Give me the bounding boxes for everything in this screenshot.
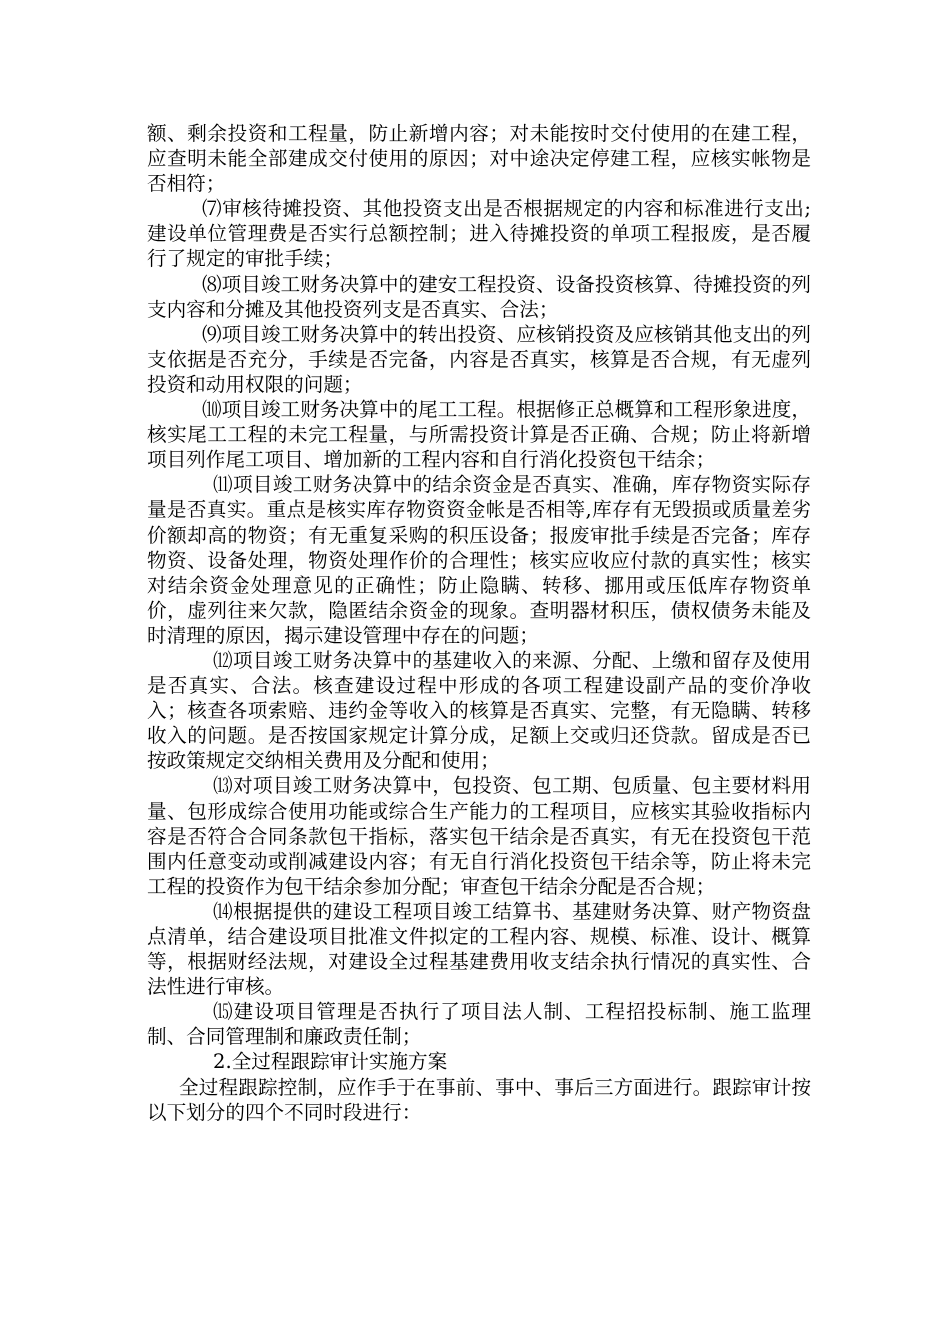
section-heading: 2.全过程跟踪审计实施方案: [213, 1050, 448, 1074]
paragraph-item-10: ⑽项目竣工财务决算中的尾工工程。根据修正总概算和工程形象进度，核实尾工工程的未完工程量，与所需投资计算是否正确、合规；防止将新增项目列作尾工项目、增加新的工程内容和自行消化投资包干结余；: [147, 398, 811, 472]
paragraph-item-12: ⑿项目竣工财务决算中的基建收入的来源、分配、上缴和留存及使用是否真实、合法。核查建设过程中形成的各项工程建设副产品的变价净收入；核查各项索赔、违约金等收入的核算是否真实、完整，有无隐瞒、转移收入的问题。是否按国家规定计算分成，足额上交或归还贷款。留成是否已按政策规定交纳相关费用及分配和使用；: [147, 648, 811, 773]
paragraph-item-8: ⑻项目竣工财务决算中的建安工程投资、设备投资核算、待摊投资的列支内容和分摊及其他投资列支是否真实、合法；: [147, 272, 811, 321]
paragraph-item-7: ⑺审核待摊投资、其他投资支出是否根据规定的内容和标准进行支出;建设单位管理费是否实行总额控制；进入待摊投资的单项工程报废，是否履行了规定的审批手续；: [147, 197, 811, 271]
paragraph-item-11: ⑾项目竣工财务决算中的结余资金是否真实、准确，库存物资实际存量是否真实。重点是核实库存物资资金帐是否相等,库存有无毁损或质量差劣价额却高的物资；有无重复采购的积压设备；报废审批手续是否完备；库存物资、设备处理，物资处理作价的合理性；核实应收应付款的真实性；核实对结余资金处理意见的正确性；防止隐瞒、转移、挪用或压低库存物资单价，虚列往来欠款，隐匿结余资金的现象。查明器材积压，债权债务未能及时清理的原因，揭示建设管理中存在的问题；: [147, 473, 811, 647]
document-body: [147, 121, 811, 1125]
paragraph-item-15: ⒂建设项目管理是否执行了项目法人制、工程招投标制、施工监理制、合同管理制和廉政责任制；: [147, 1000, 811, 1049]
paragraph-item-9: ⑼项目竣工财务决算中的转出投资、应核销投资及应核销其他支出的列支依据是否充分，手续是否完备，内容是否真实，核算是否合规，有无虚列投资和动用权限的问题；: [147, 322, 811, 396]
paragraph-item-14: ⒁根据提供的建设工程项目竣工结算书、基建财务决算、财产物资盘点清单，结合建设项目批准文件拟定的工程内容、规模、标准、设计、概算等，根据财经法规，对建设全过程基建费用收支结余执行情况的真实性、合法性进行审核。: [147, 899, 811, 999]
paragraph-item-13: ⒀对项目竣工财务决算中，包投资、包工期、包质量、包主要材料用量、包形成综合使用功能或综合生产能力的工程项目，应核实其验收指标内容是否符合合同条款包干指标，落实包干结余是否真实，有无在投资包干范围内任意变动或削减建设内容；有无自行消化投资包干结余等，防止将未完工程的投资作为包干结余参加分配；审查包干结余分配是否合规；: [147, 774, 811, 898]
paragraph-continuation: 额、剩余投资和工程量，防止新增内容；对未能按时交付使用的在建工程，应查明未能全部建成交付使用的原因；对中途决定停建工程，应核实帐物是否相符；: [147, 122, 811, 196]
paragraph-plan-intro: 全过程跟踪控制，应作手于在事前、事中、事后三方面进行。跟踪审计按以下划分的四个不同时段进行：: [147, 1075, 811, 1124]
